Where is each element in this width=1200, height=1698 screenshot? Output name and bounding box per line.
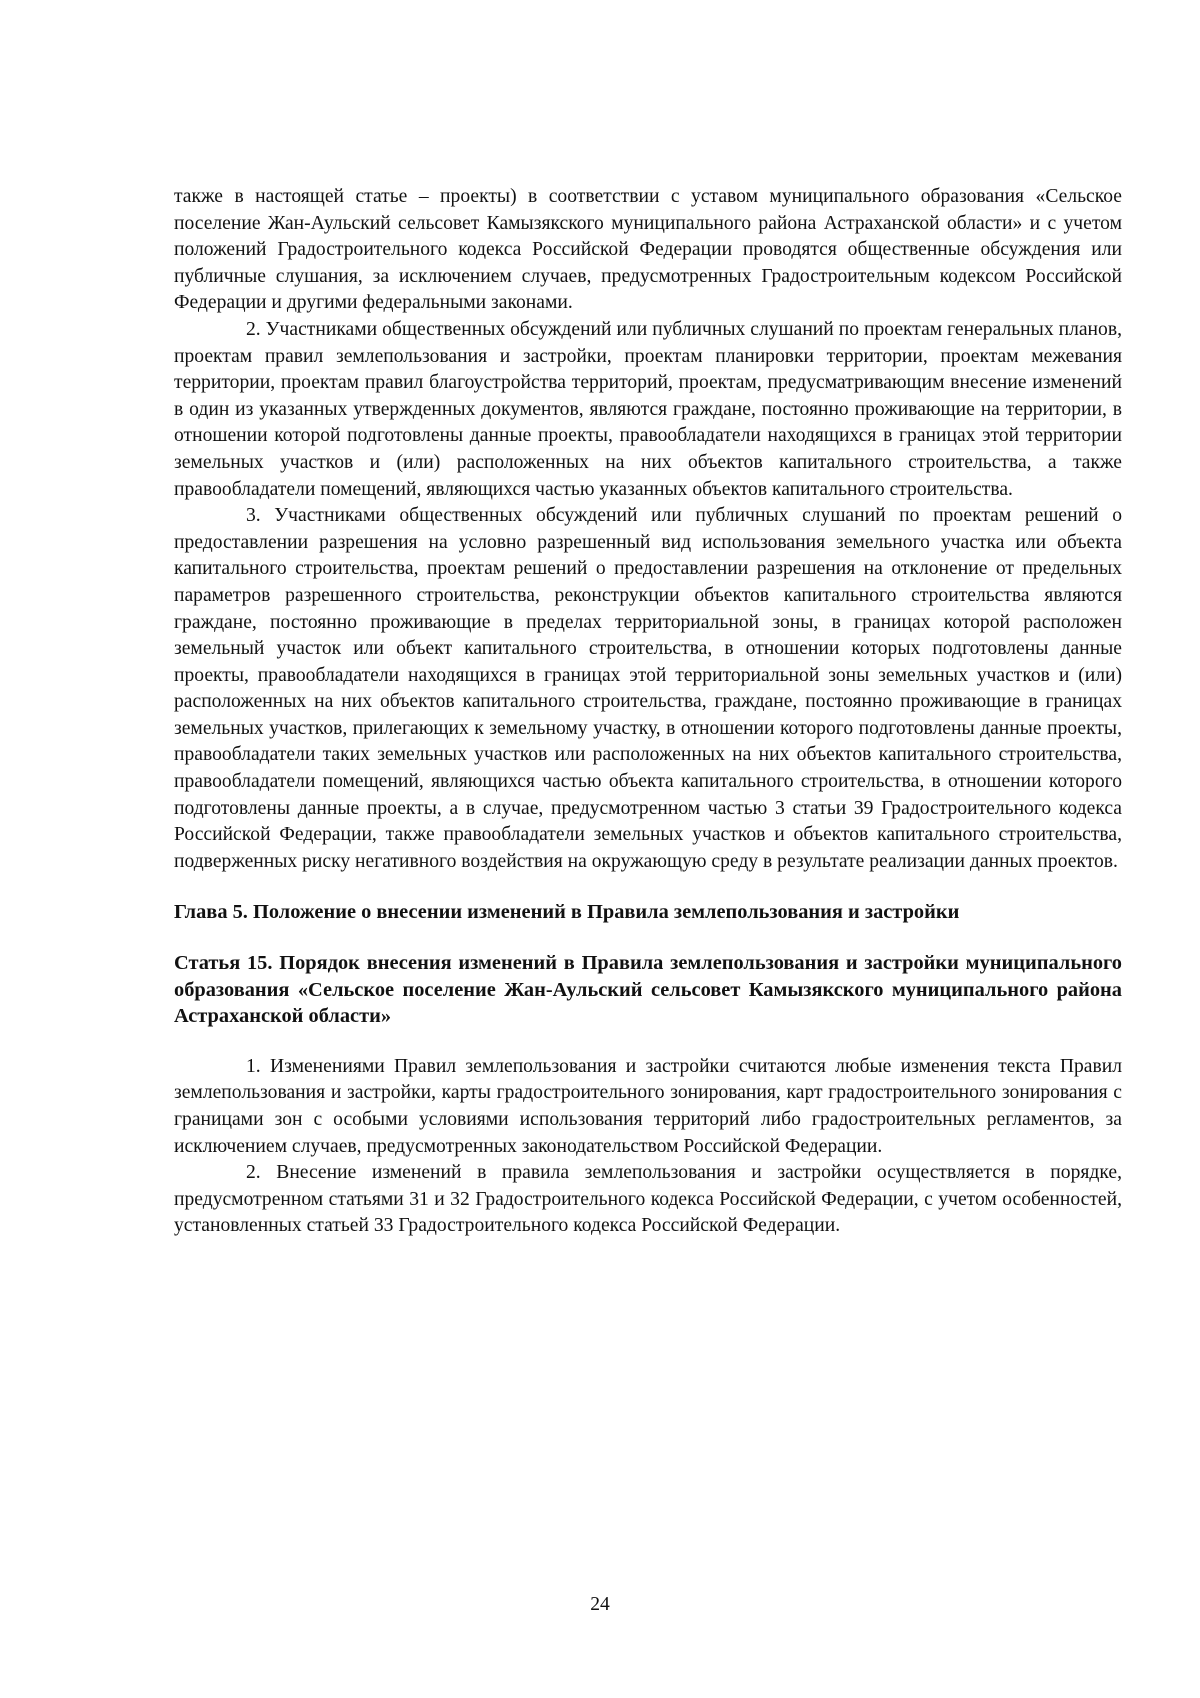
page-content xyxy=(174,184,1122,1240)
paragraph-participants-permits: 3. Участниками общественных обсуждений или публичных слушаний по проектам решений о предоставлении разрешения на условно разрешенный вид использования земельного участка или объекта капитального строительства, проектам решений о предоставлении разрешения на отклонение от предельных параметров разрешенного строительства, реконструкции объектов капитального строительства являются граждане, постоянно проживающие в пределах территориальной зоны, в границах которой расположен земельный участок или объект капитального строительства, в отношении которых подготовлены данные проекты, правообладатели находящихся в границах этой территориальной зоны земельных участков и (или) расположенных на них объектов капитального строительства, граждане, постоянно проживающие в границах земельных участков, прилегающих к земельному участку, в отношении которого подготовлены данные проекты, правообладатели таких земельных участков или расположенных на них объектов капитального строительства, правообладатели помещений, являющихся частью объекта капитального строительства, в отношении которого подготовлены данные проекты, а в случае, предусмотренном частью 3 статьи 39 Градостроительного кодекса Российской Федерации, также правообладатели земельных участков и объектов капитального строительства, подверженных риску негативного воздействия на окружающую среду в результате реализации данных проектов. xyxy=(174,505,1122,872)
paragraph-changes-definition: 1. Изменениями Правил землепользования и застройки считаются любые изменения текста Правил землепользования и застройки, карты градостроительного зонирования, карт градостроительного зонирования с границами зон с особыми условиями использования территорий либо градостроительных регламентов, за исключением случаев, предусмотренных законодательством Российской Федерации. xyxy=(174,1055,1122,1157)
article-heading: Статья 15. Порядок внесения изменений в Правила землепользования и застройки муниципального образования «Сельское поселение Жан-Аульский сельсовет Камызякского муниципального района Астраханской области» xyxy=(174,952,1122,1028)
paragraph-changes-procedure: 2. Внесение изменений в правила землепользования и застройки осуществляется в порядке, предусмотренном статьями 31 и 32 Градостроительного кодекса Российской Федерации, с учетом особенностей, установленных статьей 33 Градостроительного кодекса Российской Федерации. xyxy=(174,1162,1122,1237)
paragraph-continuation: также в настоящей статье – проекты) в соответствии с уставом муниципального образования «Сельское поселение Жан-Аульский сельсовет Камызякского муниципального района Астраханской области» и с учетом положений Градостроительного кодекса Российской Федерации проводятся общественные обсуждения или публичные слушания, за исключением случаев, предусмотренных Градостроительным кодексом Российской Федерации и другими федеральными законами. xyxy=(174,186,1122,314)
chapter-heading: Глава 5. Положение о внесении изменений в Правила землепользования и застройки xyxy=(174,901,960,924)
paragraph-participants-general-plans: 2. Участниками общественных обсуждений или публичных слушаний по проектам генеральных планов, проектам правил землепользования и застройки, проектам планировки территории, проектам межевания территории, проектам правил благоустройства территорий, проектам, предусматривающим внесение изменений в один из указанных утвержденных документов, являются граждане, постоянно проживающие на территории, в отношении которой подготовлены данные проекты, правообладатели находящихся в границах этой территории земельных участков и (или) расположенных на них объектов капитального строительства, а также правообладатели помещений, являющихся частью указанных объектов капитального строительства. xyxy=(174,318,1122,500)
page-number: 24 xyxy=(590,1594,610,1615)
